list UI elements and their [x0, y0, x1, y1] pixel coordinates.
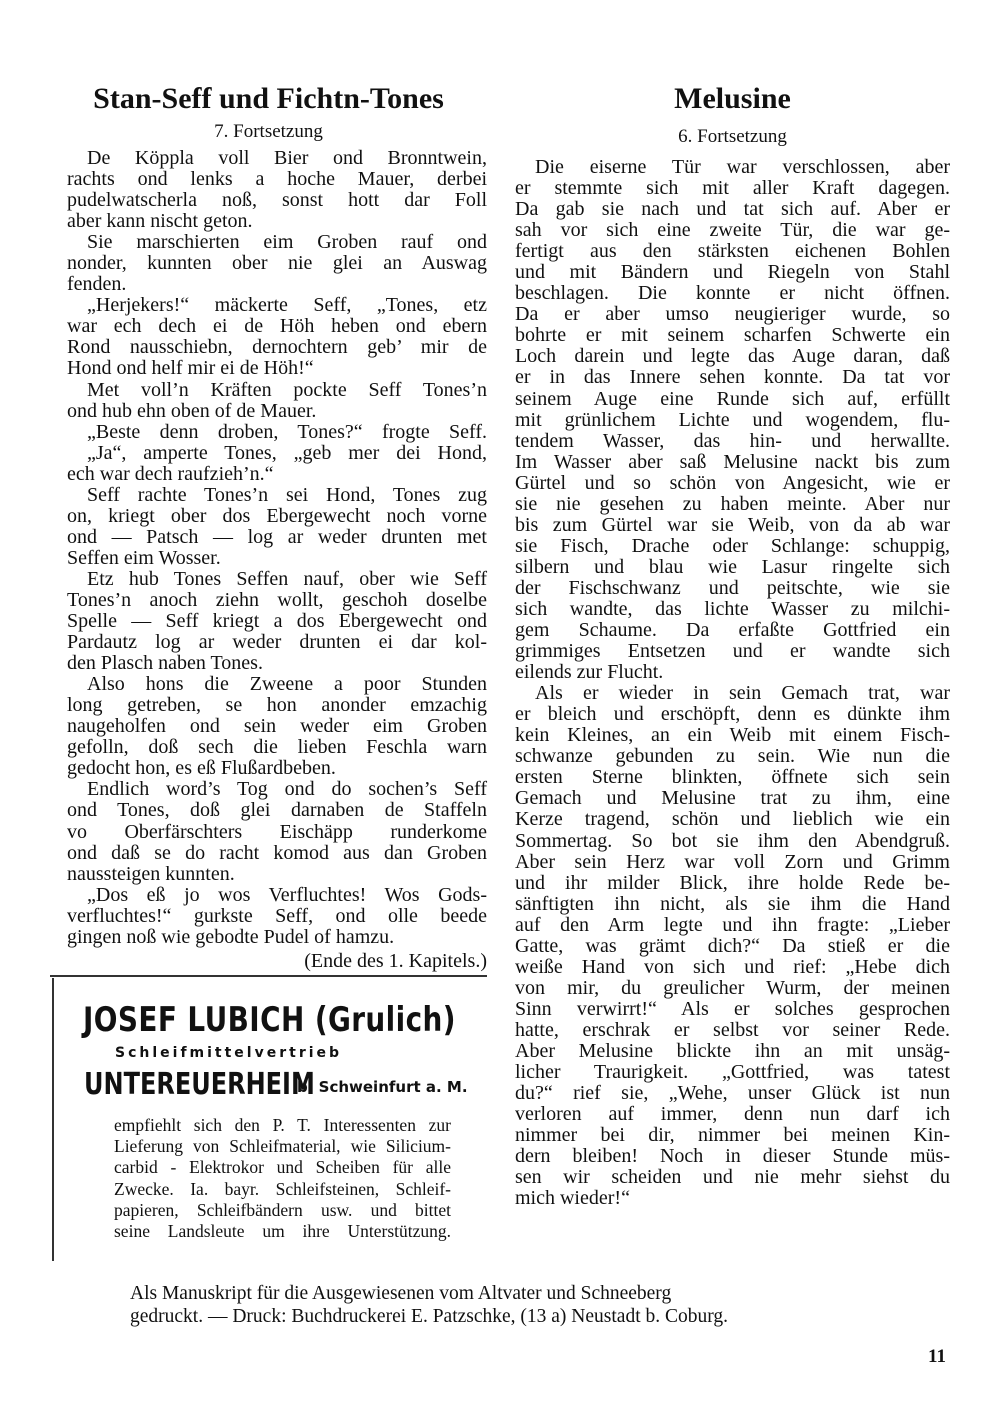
text-line: nimmer bei dir, nimmer bei meinen Kin-: [515, 1124, 950, 1147]
text-line: bohrte er mit seinem scharfen Schwerte ein: [515, 324, 950, 347]
text-line: „Beste denn droben, Tones?“ frogte Seff.: [87, 420, 487, 443]
text-line: naugeholfen ond sein weder eim Groben: [67, 715, 487, 738]
page-number: 11: [928, 1346, 946, 1367]
text-line: war ech dech ei de Höh heben ond ebern: [67, 315, 487, 338]
text-line: on, kriegt ober dos Ebergewecht noch vorne: [67, 504, 487, 527]
ad-city: UNTEREUERHEIM: [84, 1067, 315, 1102]
text-line: mich wieder!“: [515, 1187, 630, 1210]
text-line: ech war dech raufzieh’n.“: [67, 462, 274, 485]
footer-line-2: gedruckt. — Druck: Buchdruckerei E. Patzschke, (13 a) Neustadt b. Coburg.: [130, 1306, 729, 1327]
text-line: Etz hub Tones Seffen nauf, ober wie Seff: [87, 567, 487, 590]
text-line: fenden.: [67, 273, 127, 296]
text-line: nonder, kunnten ober nie glei an Auswag: [67, 252, 487, 275]
text-line: Pardautz log ar weder drunten ei dar kol-: [67, 631, 487, 654]
text-line: „Dos eß jo wos Verfluchtes! Wos Gods-: [87, 883, 487, 906]
text-line: er in das Innere sehen konnte. Da tat vor: [515, 366, 950, 389]
text-line: ersten Sterne blinkten, öffnete sich sein: [515, 766, 950, 789]
text-line: tendem Wasser, das hin- und herwallte.: [515, 429, 950, 452]
text-line: Gürtel und so schön von Angesicht, wie er: [515, 471, 950, 494]
text-line: silbern und blau wie Lasur ringelte sich: [515, 555, 950, 578]
text-line: Hond ond helf mir ei de Höh!“: [67, 357, 314, 380]
text-line: verfluchtes!“ gurkste Seff, ond olle beede: [67, 904, 487, 927]
footer-imprint: [130, 1282, 728, 1328]
text-line: ond hub ehn oben of de Mauer.: [67, 399, 317, 422]
text-line: Da gab sie nach und tat sich auf. Aber er: [515, 198, 950, 221]
text-line: eilends zur Flucht.: [515, 661, 664, 684]
text-line: „Herjekers!“ mäckerte Seff, „Tones, etz: [87, 294, 487, 317]
text-line: ond — Patsch — log ar weder drunten met: [67, 525, 487, 548]
text-line: Sie marschierten eim Groben rauf ond: [87, 231, 487, 254]
text-line: Gatte, was grämt dich?“ Da stieß er die: [515, 934, 950, 957]
text-line: gem Schaume. Da erfaßte Gottfried ein: [515, 619, 950, 642]
ad-text-line: Zwecke. Ia. bayr. Schleifsteinen, Schleif-: [114, 1178, 451, 1199]
right-article-title: Melusine: [674, 82, 791, 115]
text-line: kein Kleines, an ein Weib mit einem Fisch-: [515, 724, 950, 747]
text-line: Seff rachte Tones’n sei Hond, Tones zug: [87, 483, 487, 506]
text-line: sen wir scheiden und nie mehr siehst du: [515, 1166, 950, 1189]
text-line: er bleich und erschöpft, denn es dünkte ihm: [515, 703, 950, 726]
text-line: ond daß se do racht komod aus dan Groben: [67, 841, 487, 864]
text-line: Im Wasser aber saß Melusine nackt bis zum: [515, 450, 950, 473]
text-line: weiße Hand von sich und rief: „Hebe dich: [515, 955, 950, 978]
ad-text-line: seine Landsleute um ihre Unterstützung.: [114, 1220, 451, 1241]
text-line: gedocht hon, es eß Flußardbeben.: [67, 757, 336, 780]
text-line: Sinn verwirrt!“ Als er solches gesprochen: [515, 997, 950, 1020]
text-line: seinem Auge eine Runde sich auf, erfüllt: [515, 387, 950, 410]
text-line: von mir, du greulicher Wurm, der meinen: [515, 976, 950, 999]
text-line: verloren auf immer, denn nun darf ich: [515, 1103, 950, 1126]
text-line: sie Fisch, Drache oder Schlange: schuppig,: [515, 534, 950, 557]
text-line: Seffen eim Wosser.: [67, 546, 221, 569]
text-line: und mit Bändern und Riegeln von Stahl: [515, 261, 950, 284]
left-article-subtitle: 7. Fortsetzung: [214, 121, 323, 142]
text-line: Aber Melusine blickte ihn an mit unsäg-: [515, 1039, 950, 1062]
text-line: gefolln, doß sech die lieben Feschla warn: [67, 736, 487, 759]
text-line: pudelwatscherla noß, sonst hott dar Foll: [67, 189, 487, 212]
text-line: dern bleiben! Noch in dieser Stunde müs-: [515, 1145, 950, 1168]
text-line: „Ja“, amperte Tones, „geb mer dei Hond,: [87, 441, 487, 464]
text-line: sah vor sich eine zweite Tür, die war ge-: [515, 219, 950, 242]
ad-company-name: JOSEF LUBICH (Grulich): [83, 1000, 456, 1040]
ad-body: [114, 1115, 451, 1242]
text-line: und ihr milder Blick, ihre holde Rede be-: [515, 871, 950, 894]
text-line: vo Oberfärschters Eischäpp runderkome: [67, 820, 487, 843]
text-line: sie nie gesehen zu haben meinte. Aber nur: [515, 492, 950, 515]
text-line: hatte, erschrak er selbst vor seiner Rede.: [515, 1018, 950, 1041]
footer-line-1: Als Manuskript für die Ausgewiesenen vom Altvater und Schneeberg: [130, 1283, 672, 1304]
text-line: du?“ rief sie, „Wehe, unser Glück ist nun: [515, 1082, 950, 1105]
text-line: gingen noß wie gebodte Pudel of hamzu.: [67, 925, 395, 948]
text-line: Also hons die Zweene a poor Stunden: [87, 673, 487, 696]
text-line: aber kann nischt geton.: [67, 210, 253, 233]
text-line: ond Tones, doß glei darnaben de Staffeln: [67, 799, 487, 822]
ad-top-rule: [50, 975, 487, 977]
text-line: Aber sein Herz war voll Zorn und Grimm: [515, 850, 950, 873]
text-line: licher Traurigkeit. „Gottfried, was tatest: [515, 1061, 950, 1084]
ad-text-line: Lieferung von Schleifmaterial, wie Silicium-: [114, 1136, 451, 1157]
text-line: schwanze gebunden zu sein. Wie nun die: [515, 745, 950, 768]
ad-business: Schleifmittelvertrieb: [115, 1045, 343, 1061]
ad-text-line: empfiehlt sich den P. T. Interessenten zur: [114, 1115, 451, 1135]
text-line: Loch darein und legte das Auge daran, daß: [515, 345, 950, 368]
text-line: sänftigten ihn nicht, als sie ihm die Hand: [515, 892, 950, 915]
text-line: bis zum Gürtel war sie Weib, von da ab war: [515, 513, 950, 536]
text-line: grimmiges Entsetzen und er wandte sich: [515, 640, 950, 663]
text-line: Kerze tragend, schön und lieblich wie ein: [515, 808, 950, 831]
text-line: Die eiserne Tür war verschlossen, aber: [535, 156, 950, 178]
ad-city-suffix: b. Schweinfurt a. M.: [297, 1078, 468, 1096]
left-article-title: Stan-Seff und Fichtn-Tones: [93, 82, 444, 115]
text-line: sich wandte, das lichte Wasser zu milchi-: [515, 597, 950, 620]
text-line: Endlich word’s Tog ond do sochen’s Seff: [87, 778, 487, 801]
ad-left-rule: [52, 978, 54, 1261]
text-line: Tones’n anoch ziehn wollt, geschoh doselbe: [67, 588, 487, 611]
ad-text-line: carbid - Elektrokor und Scheiben für alle: [114, 1157, 451, 1178]
text-line: Rond nausschiebn, dernochtern geb’ mir de: [67, 336, 487, 359]
text-line: er stemmte sich mit aller Kraft dagegen.: [515, 177, 950, 200]
text-line: De Köppla voll Bier ond Bronntwein,: [87, 147, 487, 169]
left-article-end-note: (Ende des 1. Kapitels.): [304, 950, 487, 972]
text-line: Da er aber umso neugieriger wurde, so: [515, 303, 950, 326]
ad-text-line: papieren, Schleifbändern usw. und bittet: [114, 1199, 451, 1220]
text-line: den Plasch naben Tones.: [67, 652, 263, 675]
text-line: mit grünlichem Lichte und wogendem, flu-: [515, 408, 950, 431]
text-line: rachts ond lenks a hoche Mauer, derbei: [67, 168, 487, 191]
text-line: Spelle — Seff kriegt a dos Ebergewecht ond: [67, 610, 487, 633]
left-article-body: [67, 148, 487, 948]
text-line: auf den Arm legte und ihn fragte: „Lieber: [515, 913, 950, 936]
text-line: beschlagen. Die konnte er nicht öffnen.: [515, 282, 950, 305]
right-article-body: [515, 157, 950, 1209]
text-line: Gemach und Melusine trat zu ihm, eine: [515, 787, 950, 810]
text-line: fertigt aus den stärksten eichenen Bohlen: [515, 240, 950, 263]
text-line: Als er wieder in sein Gemach trat, war: [535, 682, 950, 705]
text-line: Sommertag. So bot sie ihm den Abendgruß.: [515, 829, 950, 852]
text-line: der Fischschwanz und peitschte, wie sie: [515, 576, 950, 599]
text-line: Met voll’n Kräften pockte Seff Tones’n: [87, 378, 487, 401]
text-line: naussteigen kunnten.: [67, 862, 235, 885]
text-line: long getreben, se hon anonder emzachig: [67, 694, 487, 717]
right-article-subtitle: 6. Fortsetzung: [678, 126, 787, 147]
